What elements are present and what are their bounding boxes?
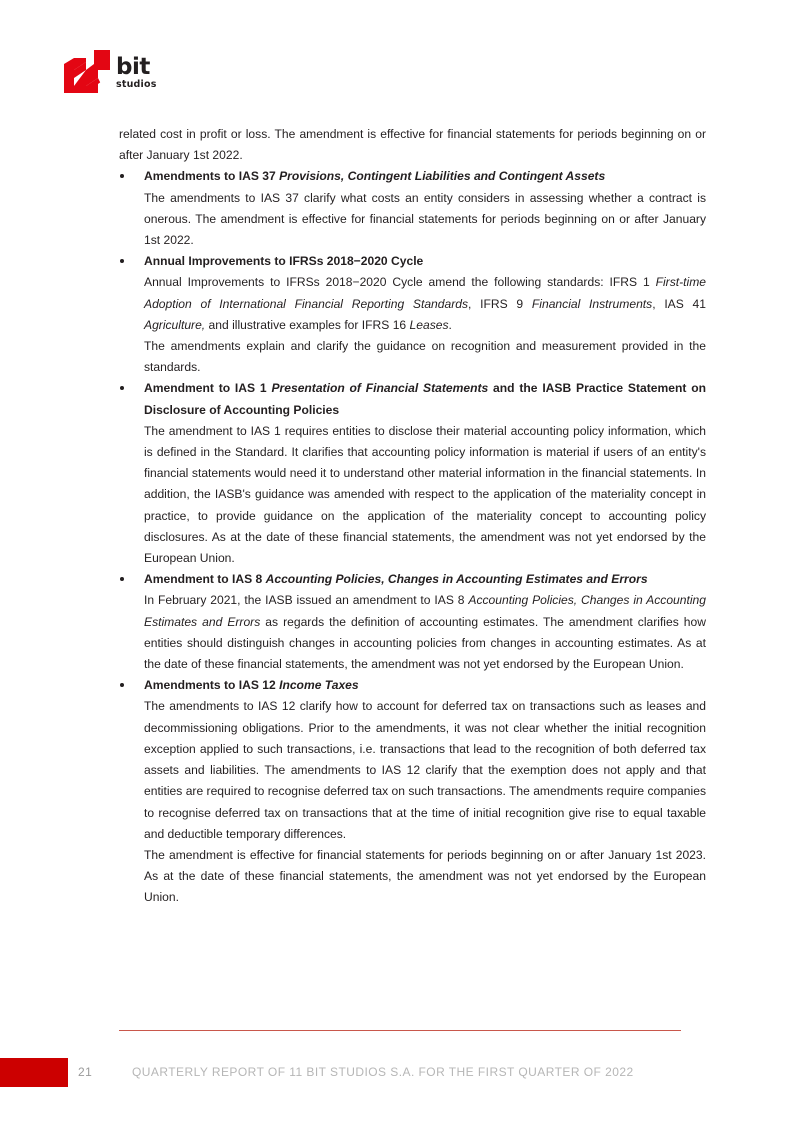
heading-text-plain-2: and the IASB Practice Statement on Disclosure of Accounting Policies xyxy=(144,381,706,417)
heading-text-plain: Amendment to IAS 8 xyxy=(144,572,266,587)
heading-text-plain: Amendments to IAS 12 xyxy=(144,678,280,693)
list-item-body: Annual Improvements to IFRSs 2018−2020 Cycle amend the following standards: IFRS 1 First-time Adoption of International Financial Reporting Standards, IFRS 9 Financial Instruments, IAS 41 Agriculture, and illustrative examples for IFRS 16 Leases. xyxy=(144,275,706,332)
list-item-heading xyxy=(144,166,706,187)
list-item-body: The amendments to IAS 12 clarify how to account for deferred tax on transactions such as leases and decommissioning obligations. Prior to the amendments, it was not clear whether the initial recognition exception applied to such transactions, i.e. transactions that lead to the recognition of both deferred tax assets and liabilities. The amendments to IAS 12 clarify that the exemption does not apply and that entities are required to recognise deferred tax on such transactions. The amendments require companies to recognise deferred tax on transactions that at the time of initial recognition give rise to equal taxable and deductible temporary differences. xyxy=(144,699,706,841)
heading-text-plain: Amendment to IAS 1 xyxy=(144,381,272,396)
std-name-ias8: Accounting Policies, Changes in Accounting Estimates and Errors xyxy=(144,593,706,629)
footer-accent-block xyxy=(0,1058,68,1087)
amendments-list xyxy=(119,166,706,908)
list-item-body: The amendment is effective for financial statements for periods beginning on or after January 1st 2023. As at the date of these financial statements, the amendment was not yet endorsed by the European Union. xyxy=(144,847,706,905)
page-header xyxy=(64,50,264,100)
list-item-heading xyxy=(144,378,706,420)
footer-report-title: QUARTERLY REPORT OF 11 BIT STUDIOS S.A. FOR THE FIRST QUARTER OF 2022 xyxy=(132,1065,634,1079)
list-item-body: The amendment to IAS 1 requires entities to disclose their material accounting policy information, which is defined in the Standard. It clarifies that accounting policy information is material if users of an entity's financial statements would need it to understand other material information in the financial statements. In addition, the IASB's guidance was amended with respect to the application of the materiality concept in practice, to provide guidance on the application of the materiality concept to accounting policy disclosures. As at the date of these financial statements, the amendment was not yet endorsed by the European Union. xyxy=(144,423,706,566)
heading-text-italic: Accounting Policies, Changes in Accounting Estimates and Errors xyxy=(265,572,648,587)
logo-word-studios: studios xyxy=(116,79,157,90)
company-logo xyxy=(64,50,264,93)
std-name-ias41: Agriculture, xyxy=(144,317,206,332)
list-item-heading xyxy=(144,569,706,590)
page-number: 21 xyxy=(78,1065,93,1079)
11-bit-studios-logo-mark-icon xyxy=(64,50,110,93)
list-item-body: The amendments to IAS 37 clarify what costs an entity considers in assessing whether a contract is onerous. The amendment is effective for financial statements for periods beginning on or after January 1st 2022. xyxy=(144,190,706,248)
heading-text-italic: Income Taxes xyxy=(279,678,359,693)
list-item-heading xyxy=(144,675,706,696)
list-item-body: The amendments explain and clarify the guidance on recognition and measurement provided in the standards. xyxy=(144,339,706,375)
logo-word-bit: bit xyxy=(116,54,150,80)
intro-paragraph: related cost in profit or loss. The amendment is effective for financial statements for periods beginning on or after January 1st 2022. xyxy=(119,127,706,163)
list-item xyxy=(119,166,706,251)
bullet-dot-icon xyxy=(120,683,124,687)
bullet-dot-icon xyxy=(120,174,124,178)
std-name-ifrs9: Financial Instruments xyxy=(531,296,653,311)
std-name-ifrs1: First-time Adoption of International Financial Reporting Standards xyxy=(144,275,706,311)
list-item xyxy=(119,569,706,675)
document-body xyxy=(119,124,706,909)
list-item xyxy=(119,378,706,569)
logo-wordmark xyxy=(116,50,157,90)
footer-divider xyxy=(119,1030,681,1031)
list-item xyxy=(119,251,706,378)
heading-text-italic: Provisions, Contingent Liabilities and Contingent Assets xyxy=(279,169,606,184)
bullet-dot-icon xyxy=(120,577,124,581)
bullet-dot-icon xyxy=(120,386,124,390)
std-name-ifrs16: Leases xyxy=(409,317,449,332)
heading-text-plain: Amendments to IAS 37 xyxy=(144,169,280,184)
list-item-heading: Annual Improvements to IFRSs 2018−2020 Cycle xyxy=(144,254,424,269)
list-item xyxy=(119,675,706,908)
bullet-dot-icon xyxy=(120,259,124,263)
heading-text-italic: Presentation of Financial Statements xyxy=(271,381,489,396)
list-item-body: In February 2021, the IASB issued an amendment to IAS 8 Accounting Policies, Changes in Accounting Estimates and Errors as regards the definition of accounting estimates. The amendment clarifies how entities should distinguish changes in accounting policies from changes in accounting estimates. As at the date of these financial statements, the amendment was not yet endorsed by the European Union. xyxy=(144,593,706,672)
